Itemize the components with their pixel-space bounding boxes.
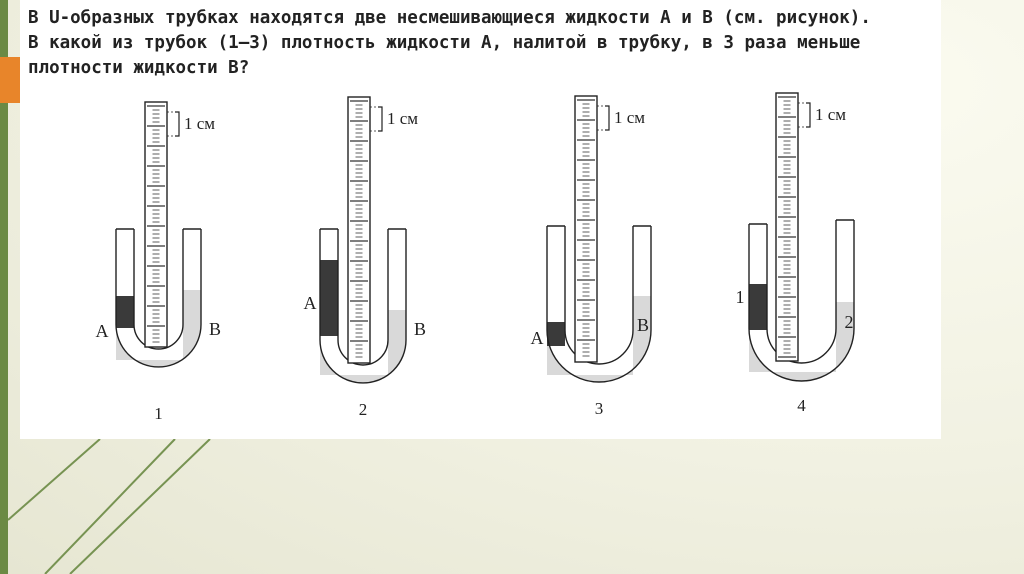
figure-number: 4 [797, 396, 806, 415]
accent-tab [0, 57, 20, 103]
scale-label: 1 см [387, 109, 419, 128]
question-text [28, 6, 933, 81]
figure-number: 1 [154, 404, 163, 423]
scale-bracket [806, 103, 810, 127]
liquid-label-left: A [530, 328, 544, 348]
liquid-label-left: 1 [735, 287, 745, 307]
slide-content [20, 0, 941, 439]
scale-label: 1 см [184, 114, 216, 133]
scale-bracket [175, 112, 179, 136]
liquid-label-left: A [95, 321, 109, 341]
liquid-a [547, 322, 565, 346]
liquid-label-right: B [636, 315, 650, 335]
liquid-label-right: B [208, 319, 222, 339]
liquid-a [116, 296, 134, 328]
liquid-label-right: 2 [844, 312, 854, 332]
question-line-2: В какой из трубок (1–3) плотность жидкости А, налитой в трубку, в 3 раза меньше [28, 33, 861, 53]
question-line-3: плотности жидкости В? [28, 58, 250, 78]
figure-number: 2 [358, 400, 368, 419]
liquid-label-left: A [303, 293, 317, 313]
figure-number: 3 [594, 399, 604, 418]
liquid-a [749, 284, 767, 330]
question-line-1: В U-образных трубках находятся две несмешивающиеся жидкости А и В (см. рисунок). [28, 8, 871, 28]
scale-bracket [378, 107, 382, 131]
scale-label: 1 см [614, 108, 646, 127]
liquid-a [320, 260, 338, 336]
scale-label: 1 см [815, 105, 847, 124]
liquid-label-right: B [413, 319, 427, 339]
scale-bracket [605, 106, 609, 130]
